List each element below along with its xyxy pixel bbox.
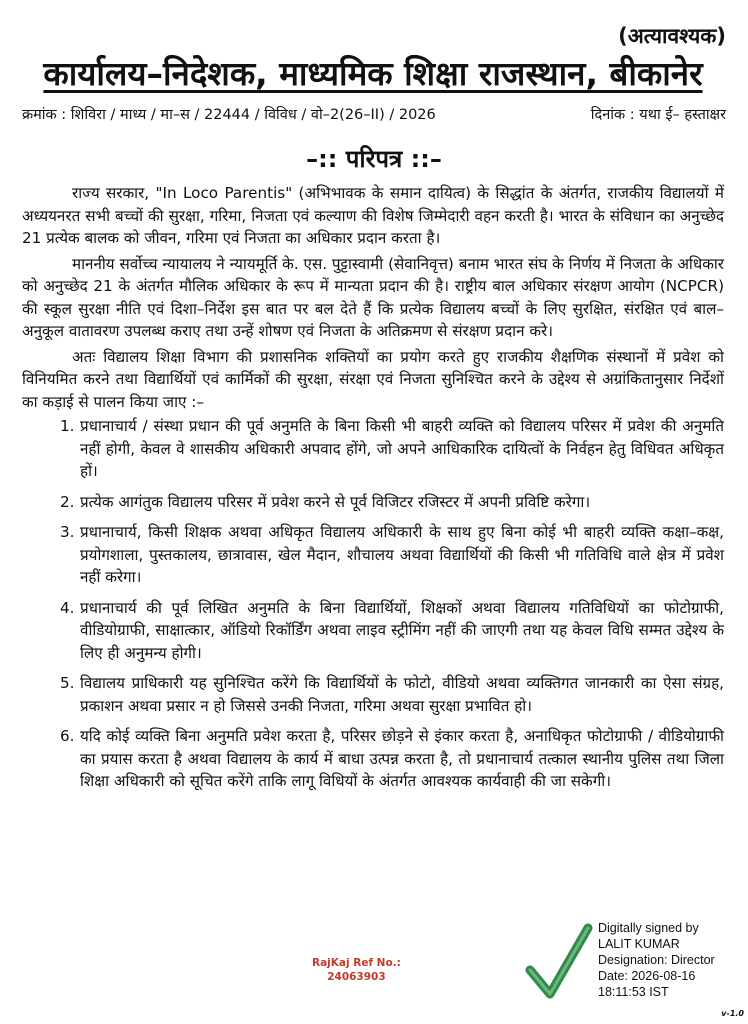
office-title: कार्यालय–निदेशक, माध्यमिक शिक्षा राजस्थान, बीकानेर	[43, 54, 703, 93]
directive-text: प्रत्येक आगंतुक विद्यालय परिसर में प्रवेश करने से पूर्व विजिटर रजिस्टर में अपनी प्रविष्टि करेगा।	[80, 492, 591, 511]
signature-caption: Digitally signed by	[598, 921, 699, 935]
directive-item	[22, 725, 724, 793]
urgent-label: (अत्यावश्यक)	[618, 24, 726, 48]
digital-signature	[598, 920, 715, 1000]
signature-area	[0, 900, 748, 1024]
version-label: v-1.0	[721, 1009, 744, 1018]
circular-body	[22, 182, 724, 801]
directive-text: प्रधानाचार्य / संस्था प्रधान की पूर्व अनुमति के बिना किसी भी बाहरी व्यक्ति को विद्यालय परिसर में प्रवेश की अनुमति नहीं होगी, केवल वे शासकीय अधिकारी अपवाद होंगे, जो अपने आधिकारिक दायित्वों के निर्वहन हेतु विधिवत अधिकृत हों।	[80, 417, 724, 480]
directive-item	[22, 521, 724, 589]
circular-title: –:: परिपत्र ::–	[306, 145, 442, 173]
document-date: दिनांक : यथा ई– हस्ताक्षर	[590, 107, 726, 123]
paragraph: माननीय सर्वोच्च न्यायालय ने न्यायमूर्ति के. एस. पुट्टास्वामी (सेवानिवृत्त) बनाम भारत संघ के निर्णय में निजता के अधिकार को अनुच्छेद 21 के अंतर्गत मौलिक अधिकार के रूप में मान्यता प्रदान की है। राष्ट्रीय बाल अधिकार संरक्षण आयोग (NCPCR) की स्कूल सुरक्षा नीति एवं दिशा–निर्देश इस बात पर बल देते हैं कि प्रत्येक विद्यालय बच्चों के लिए सुरक्षित, संरक्षित एवं बाल–अनुकूल वातावरण उपलब्ध कराए तथा उन्हें शोषण एवं निजता के अतिक्रमण से संरक्षण प्रदान करे।	[22, 254, 724, 340]
rajkaj-number: 24063903	[327, 971, 386, 983]
directive-item	[22, 597, 724, 665]
signer-designation: Designation: Director	[598, 953, 715, 967]
directive-list	[22, 415, 724, 793]
signer-name: LALIT KUMAR	[598, 937, 680, 951]
directive-text: प्रधानाचार्य की पूर्व लिखित अनुमति के बिना विद्यार्थियों, शिक्षकों अथवा विद्यालय गतिविधियों का फोटोग्राफी, वीडियोग्राफी, साक्षात्कार, ऑडियो रिकॉर्डिंग अथवा लाइव स्ट्रीमिंग नहीं की जाएगी तथा यह केवल विधि सम्मत उद्देश्य के लिए ही अनुमन्य होगी।	[80, 598, 724, 662]
directive-number: 6.	[60, 727, 75, 745]
directive-number: 1.	[60, 417, 75, 435]
directive-item	[22, 415, 724, 483]
checkmark-icon	[522, 920, 594, 1004]
directive-number: 4.	[60, 598, 75, 617]
signature-time: 18:11:53 IST	[598, 985, 669, 999]
signature-date: Date: 2026-08-16	[598, 969, 696, 983]
directive-number: 3.	[60, 523, 75, 541]
directive-number: 5.	[60, 674, 75, 692]
directive-text: यदि कोई व्यक्ति बिना अनुमति प्रवेश करता है, परिसर छोड़ने से इंकार करता है, अनाधिकृत फोटोग्राफी / वीडियोग्राफी का प्रयास करता है अथवा विद्यालय के कार्य में बाधा उत्पन्न करता है, तो प्रधानाचार्य तत्काल स्थानीय पुलिस तथा जिला शिक्षा अधिकारी को सूचित करेंगे ताकि लागू विधियों के अंतर्गत आवश्यक कार्यवाही की जा सकेगी।	[80, 727, 724, 790]
paragraph: अतः विद्यालय शिक्षा विभाग की प्रशासनिक शक्तियों का प्रयोग करते हुए राजकीय शैक्षणिक संस्थानों में प्रवेश को विनियमित करने तथा विद्यार्थियों एवं कार्मिकों की सुरक्षा, संरक्षा एवं निजता सुनिश्चित करने के उद्देश्य से अग्रांकितानुसार निर्देशों का कड़ाई से पालन किया जाए :–	[22, 347, 724, 411]
directive-item	[22, 491, 724, 514]
reference-line	[22, 104, 726, 124]
rajkaj-label: RajKaj Ref No.:	[312, 957, 401, 969]
paragraph: राज्य सरकार, "In Loco Parentis" (अभिभावक के समान दायित्व) के सिद्धांत के अंतर्गत, राजकीय विद्यालयों में अध्ययनरत सभी बच्चों की सुरक्षा, गरिमा, निजता एवं कल्याण की विशेष जिम्मेदारी वहन करती है। भारत के संविधान का अनुच्छेद 21 प्रत्येक बालक को जीवन, गरिमा एवं निजता का अधिकार प्रदान करता है।	[22, 184, 724, 247]
directive-item	[22, 672, 724, 717]
directive-text: प्रधानाचार्य, किसी शिक्षक अथवा अधिकृत विद्यालय अधिकारी के साथ हुए बिना कोई भी बाहरी व्यक्ति कक्षा–कक्ष, प्रयोगशाला, पुस्तकालय, छात्रावास, खेल मैदान, शौचालय अथवा विद्यार्थियों की किसी भी गतिविधि वाले क्षेत्र में प्रवेश नहीं करेगा।	[80, 523, 724, 586]
rajkaj-reference	[312, 956, 401, 984]
reference-number: क्रमांक : शिविरा / माध्य / मा–स / 22444 / विविध / वो–2(26–II) / 2026	[22, 107, 436, 123]
directive-number: 2.	[60, 492, 75, 511]
directive-text: विद्यालय प्राधिकारी यह सुनिश्चित करेंगे कि विद्यार्थियों के फोटो, वीडियो अथवा व्यक्तिगत जानकारी का ऐसा संग्रह, प्रकाशन अथवा प्रसार न हो जिससे उनकी निजता, गरिमा अथवा सुरक्षा प्रभावित हो।	[80, 674, 724, 715]
